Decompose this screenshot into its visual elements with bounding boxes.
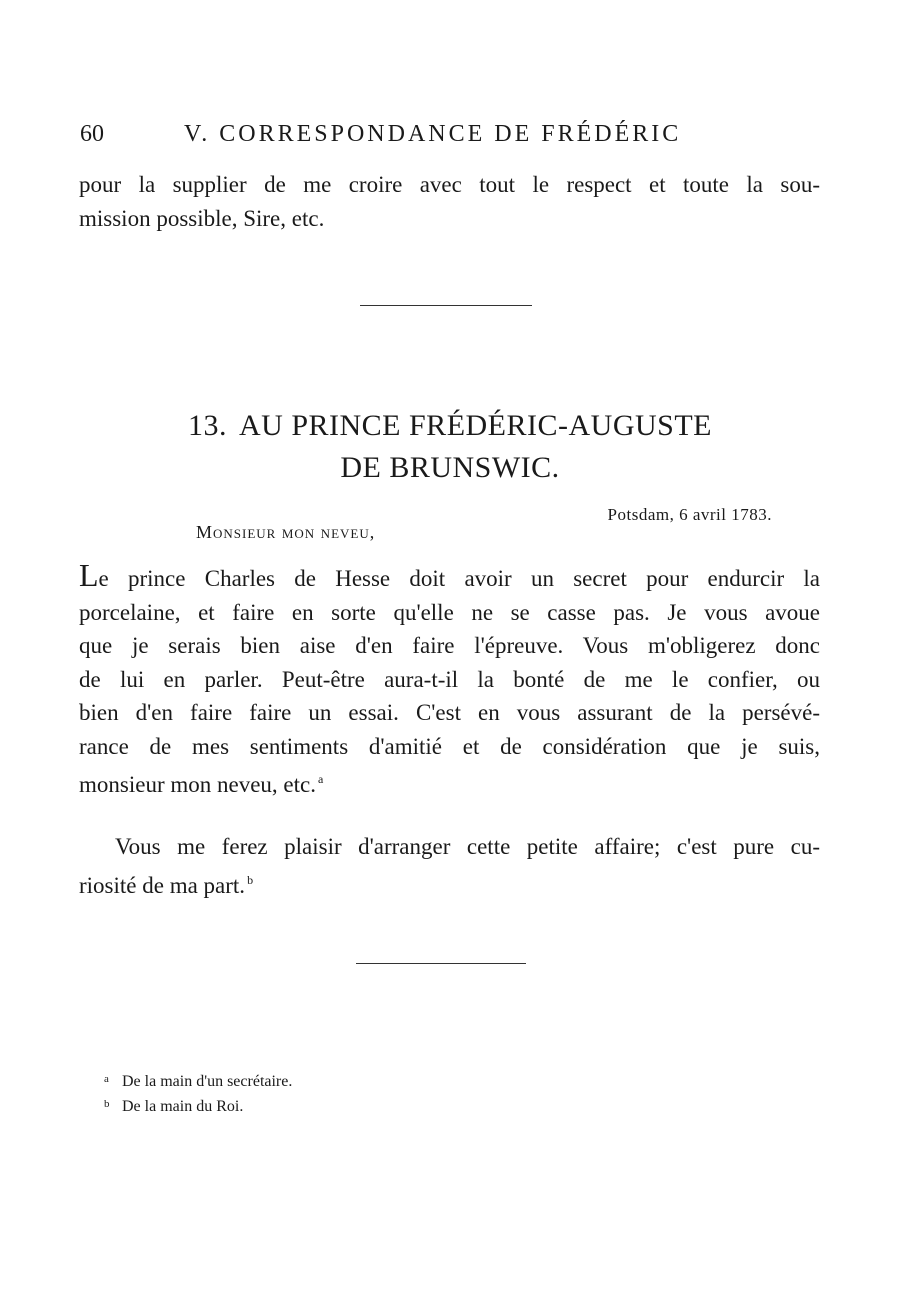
section-divider [356, 963, 526, 964]
continuation-paragraph [79, 168, 820, 235]
salutation: Monsieur mon neveu, [196, 522, 376, 542]
text-line: rance de mes sentiments d'amitié et de considération que je suis, [79, 733, 820, 759]
text-line: mission possible, Sire, etc. [79, 205, 325, 231]
heading-line-2: DE BRUNSWIC. [340, 451, 560, 484]
footnote-text: De la main d'un secrétaire. [122, 1073, 293, 1090]
text-line: porcelaine, et faire en sorte qu'elle ne se casse pas. Je vous avoue [79, 599, 820, 625]
dateline: Potsdam, 6 avril 1783. [607, 505, 772, 524]
text-line: que je serais bien aise d'en faire l'épreuve. Vous m'obligerez donc [79, 633, 820, 658]
letter-body [79, 557, 820, 802]
text-line: Le prince Charles de Hesse doit avoir un secret pour endurcir la [79, 557, 820, 593]
heading-recipient: AU PRINCE FRÉDÉRIC-AUGUSTE [238, 409, 713, 442]
letter-number: 13. [187, 409, 227, 442]
footnote-mark: a [104, 1073, 109, 1085]
text-line: Vous me ferez plaisir d'arranger cette petite affaire; c'est pure cu- [115, 834, 820, 859]
footnote-mark: b [104, 1098, 110, 1110]
text-line: riosité de ma part. $^b$ [79, 872, 254, 898]
text-line: de lui en parler. Peut-être aura-t-il la bonté de me le confier, ou [79, 666, 820, 692]
running-title: V. CORRESPONDANCE DE FRÉDÉRIC [184, 121, 682, 147]
section-divider [360, 305, 532, 306]
footnote [104, 1068, 292, 1093]
page-number: 60 [80, 121, 104, 147]
text-line: monsieur mon neveu, etc. $^a$ [79, 772, 324, 797]
text-line: bien d'en faire faire un essai. C'est en vous assurant de la persévé- [79, 700, 820, 725]
heading-line-1 [80, 405, 820, 447]
text-line: pour la supplier de me croire avec tout le respect et toute la sou- [79, 172, 820, 197]
footnote-text: De la main du Roi. [122, 1098, 244, 1115]
running-head [80, 118, 780, 150]
footnote [104, 1093, 292, 1118]
footnote-ref-a: a [317, 772, 324, 786]
footnotes [104, 1068, 292, 1118]
drop-cap: L [79, 557, 99, 593]
footnote-ref-b: b [247, 872, 254, 887]
letter-heading [80, 405, 820, 489]
postscript [79, 830, 820, 902]
